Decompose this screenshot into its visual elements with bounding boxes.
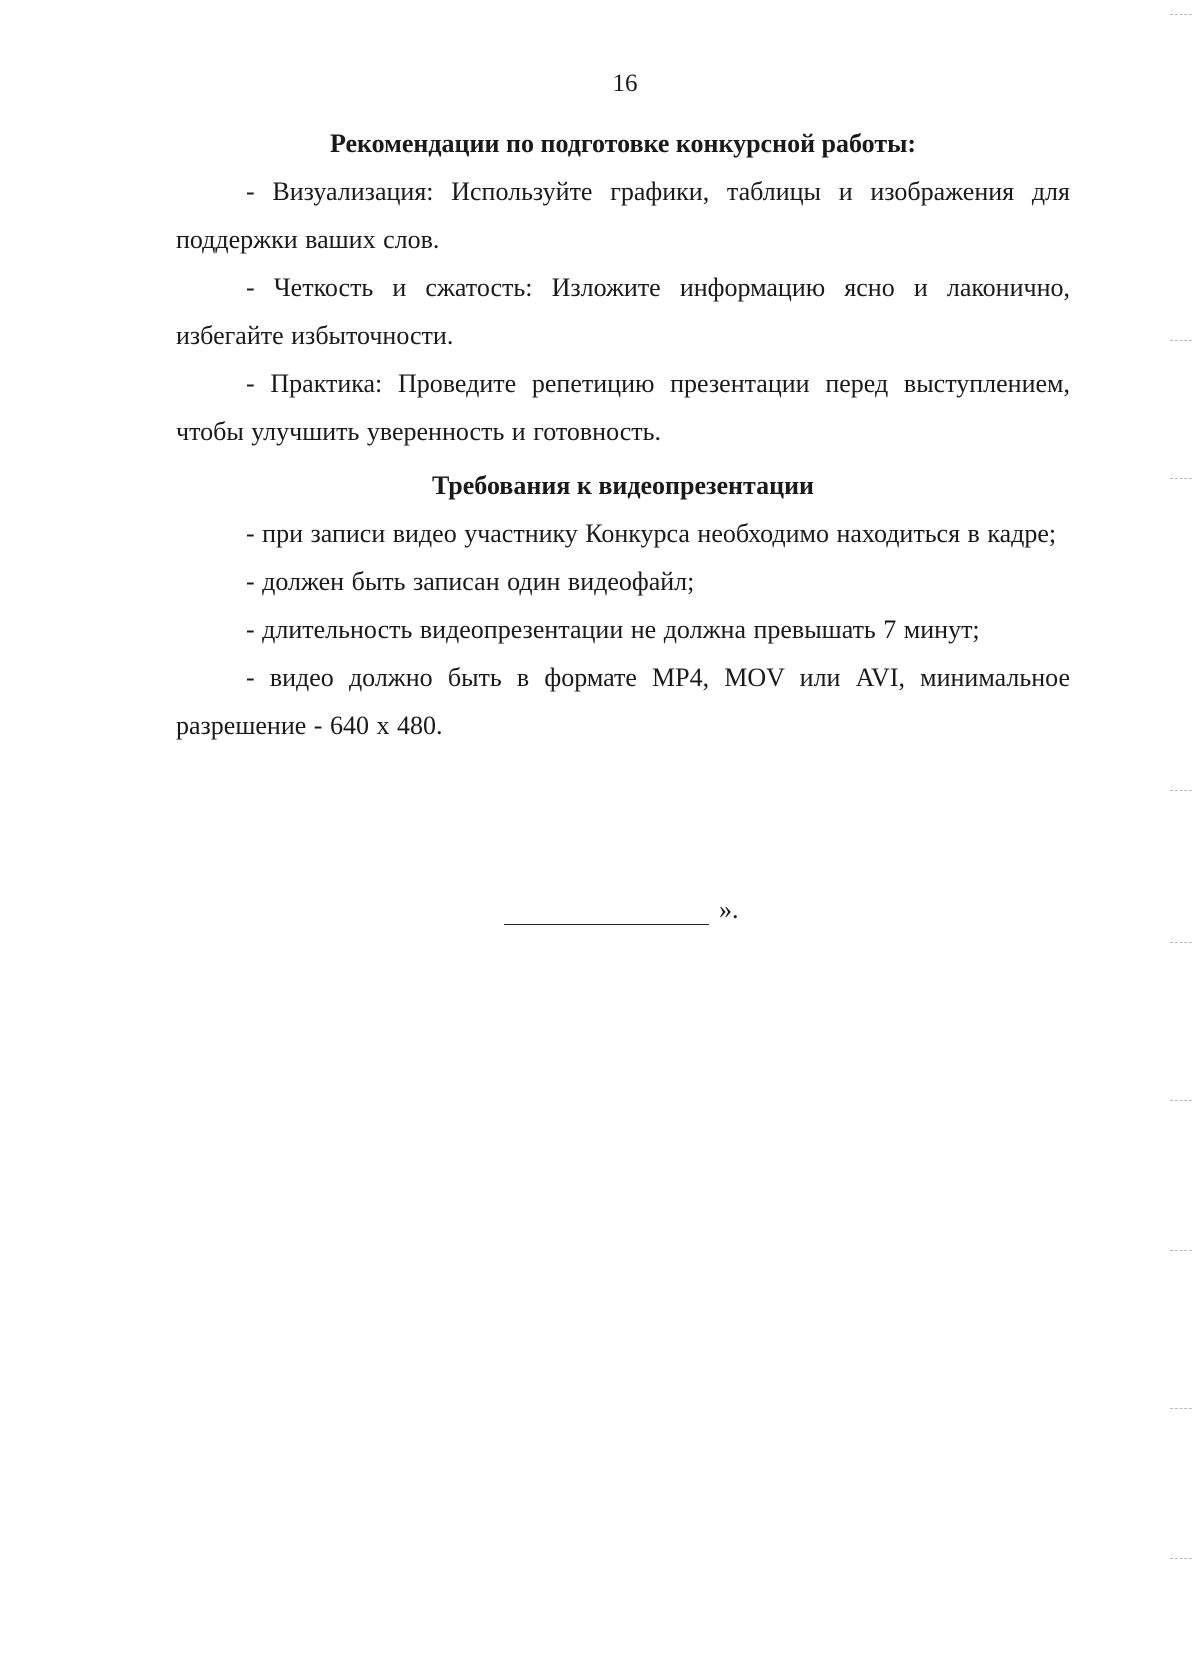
paragraph-duration: - длительность видеопрезентации не должна превышать 7 минут;	[246, 615, 980, 644]
scan-artifact	[1170, 1250, 1192, 1251]
video-requirements-section	[176, 462, 1070, 750]
scan-artifact	[1170, 14, 1192, 15]
paragraph-format: - видео должно быть в формате MP4, MOV или AVI, минимальное разрешение - 640 x 480.	[176, 663, 1070, 740]
scan-artifact	[1170, 340, 1192, 341]
scan-artifact	[1170, 942, 1192, 943]
page-number: 16	[612, 70, 638, 97]
recommendations-section	[176, 120, 1070, 456]
scan-artifact	[1170, 1100, 1192, 1101]
paragraph-practice: - Практика: Проведите репетицию презентации перед выступлением, чтобы улучшить уверенность и готовность.	[176, 369, 1070, 446]
scan-artifact	[1170, 790, 1192, 791]
paragraph-clarity: - Четкость и сжатость: Изложите информацию ясно и лаконично, избегайте избыточности.	[176, 273, 1070, 350]
recommendations-heading: Рекомендации по подготовке конкурсной работы:	[329, 129, 917, 158]
scan-artifact	[1170, 1408, 1192, 1409]
closing-line	[504, 895, 739, 925]
paragraph-in-frame: - при записи видео участнику Конкурса необходимо находиться в кадре;	[246, 519, 1057, 548]
scan-artifact	[1170, 478, 1192, 479]
video-requirements-heading: Требования к видеопрезентации	[431, 471, 815, 500]
paragraph-single-file: - должен быть записан один видеофайл;	[246, 567, 695, 596]
paragraph-visualization: - Визуализация: Используйте графики, таблицы и изображения для поддержки ваших слов.	[176, 177, 1070, 254]
scan-artifact	[1170, 1558, 1192, 1559]
blank-underline	[504, 896, 709, 925]
closing-quote-mark: ».	[719, 895, 739, 924]
